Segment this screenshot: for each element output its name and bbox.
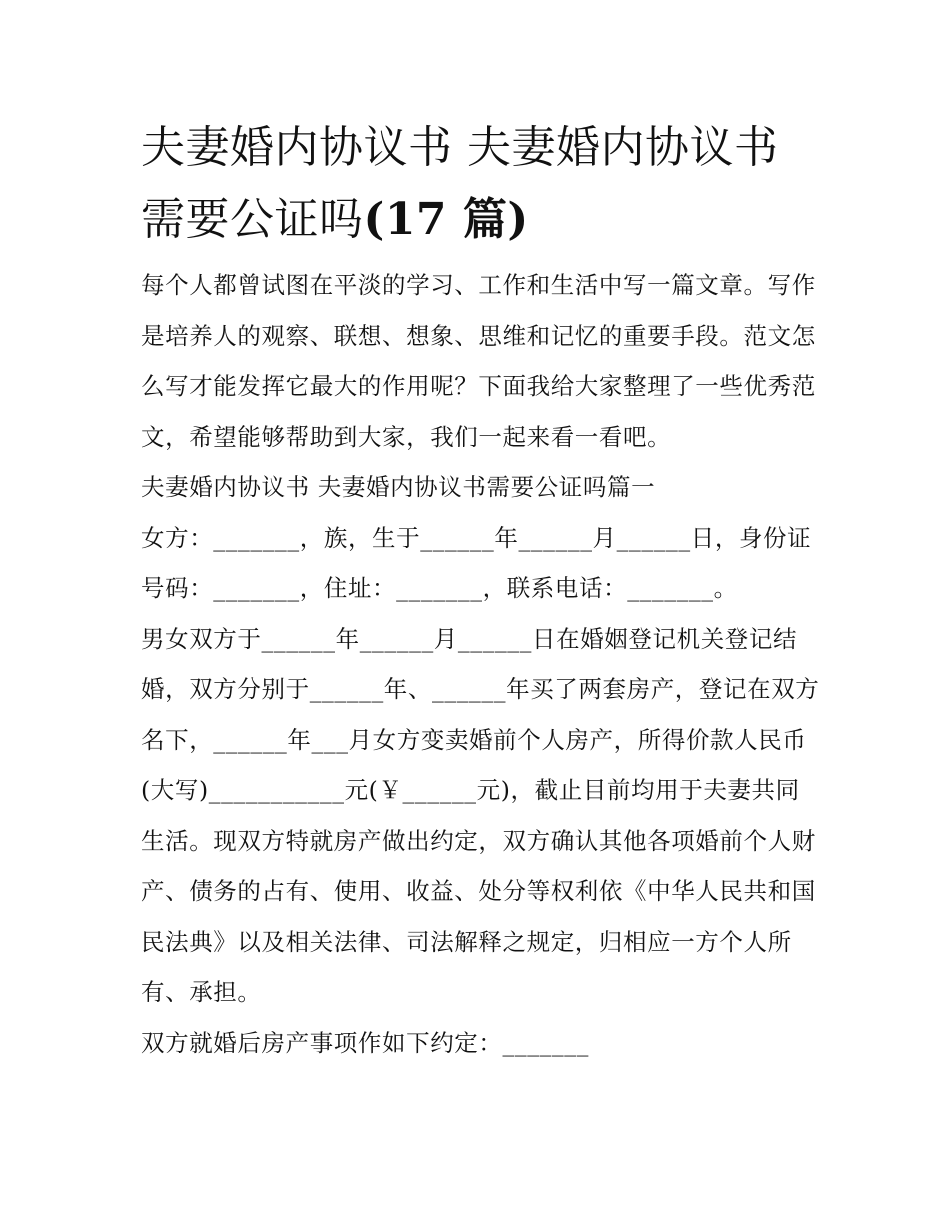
intro-paragraph: 每个人都曾试图在平淡的学习、工作和生活中写一篇文章。写作是培养人的观察、联想、想象、思维和记忆的重要手段。范文怎么写才能发挥它最大的作用呢？下面我给大家整理了一些优秀范文，希望能够帮助到大家，我们一起来看一看吧。 [141, 271, 816, 451]
document-title [141, 112, 821, 256]
document-page [141, 112, 821, 1068]
title-main-text: 夫妻婚内协议书 夫妻婚内协议书需要公证吗 [141, 122, 779, 245]
agreement-clause-paragraph: 双方就婚后房产事项作如下约定：_______ [141, 1028, 589, 1057]
marriage-property-paragraph: 男女双方于______年______月______日在婚姻登记机关登记结婚，双方分别于______年、______年买了两套房产，登记在双方名下，______年___月女方变卖婚前个人房产，所得价款人民币(大写)___________元(￥______元)，截止目前均用于夫妻共同生活。现双方特就房产做出约定，双方确认其他各项婚前个人财产、债务的占有、使用、收益、处分等权利依《中华人民共和国民法典》以及相关法律、司法解释之规定，归相应一方个人所有、承担。 [141, 624, 820, 1006]
section-heading: 夫妻婚内协议书 夫妻婚内协议书需要公证吗篇一 [141, 473, 656, 501]
party-info-paragraph: 女方：_______，族，生于______年______月______日，身份证号码：_______，住址：_______，联系电话：_______。 [141, 523, 812, 602]
title-count-text: (17 篇) [363, 194, 529, 245]
